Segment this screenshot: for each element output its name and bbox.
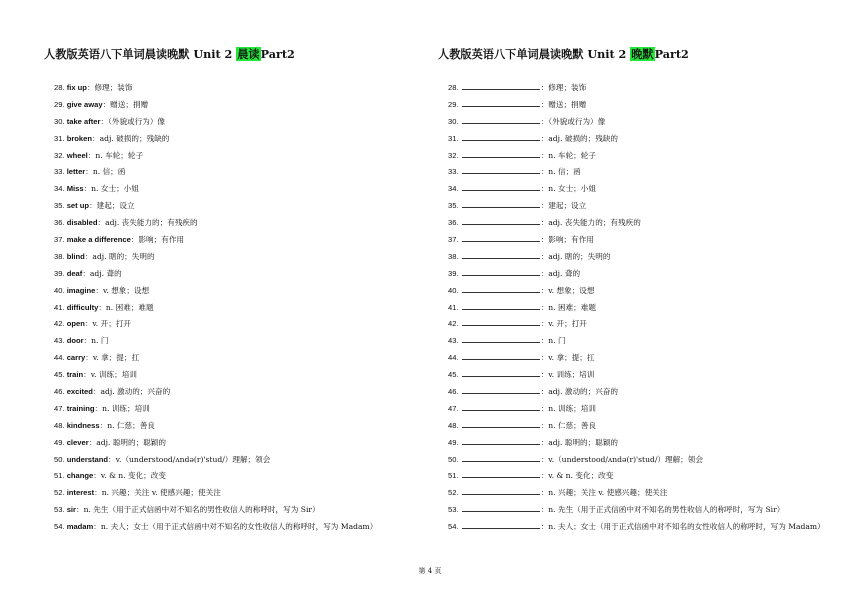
item-number: 41.: [54, 302, 65, 312]
item-word: clever: [66, 437, 89, 447]
dictation-title: [438, 46, 689, 62]
dictation-word-list: [448, 80, 838, 536]
list-item: [448, 148, 838, 165]
item-word: set up: [66, 201, 90, 211]
list-item: [448, 401, 838, 418]
item-number: 35.: [54, 201, 65, 211]
list-item: [54, 198, 444, 215]
item-meaning: ：n. 兴趣；关注 v. 使感兴趣；使关注: [94, 488, 221, 498]
item-meaning: ：adj. 瞎的；失明的: [540, 251, 611, 261]
item-meaning: ：（外貌或行为）像: [100, 116, 166, 126]
title-suffix: Part2: [260, 47, 295, 61]
item-meaning: ：adj. 聪明的；聪颖的: [540, 437, 619, 447]
answer-blank[interactable]: [462, 520, 540, 529]
item-meaning: ：adj. 聋的: [82, 268, 122, 278]
list-item: [448, 198, 838, 215]
item-number: 38.: [54, 251, 65, 261]
answer-blank[interactable]: [462, 503, 540, 512]
item-word: blind: [66, 251, 85, 261]
item-word: difficulty: [66, 302, 99, 312]
item-number: 37.: [448, 235, 459, 245]
item-word: kindness: [66, 420, 100, 430]
item-number: 41.: [448, 302, 459, 312]
list-item: [54, 468, 444, 485]
item-meaning: ：赠送；捐赠: [102, 99, 149, 109]
answer-blank[interactable]: [462, 351, 540, 360]
item-number: 49.: [54, 437, 65, 447]
answer-blank[interactable]: [462, 368, 540, 377]
item-word: letter: [66, 167, 86, 177]
list-item: [448, 333, 838, 350]
item-number: 50.: [448, 454, 459, 464]
list-item: [448, 283, 838, 300]
answer-blank[interactable]: [462, 199, 540, 208]
item-number: 38.: [448, 251, 459, 261]
item-meaning: ：v. 开；打开: [84, 319, 132, 329]
item-meaning: ：n. 仁慈；善良: [99, 420, 155, 430]
answer-blank[interactable]: [462, 317, 540, 326]
item-number: 46.: [448, 387, 459, 397]
item-number: 54.: [448, 522, 459, 532]
list-item: [448, 266, 838, 283]
item-number: 28.: [448, 83, 459, 92]
list-item: [448, 384, 838, 401]
answer-blank[interactable]: [462, 301, 540, 310]
item-meaning: ：n. 困难；难题: [98, 302, 154, 312]
item-word: training: [66, 403, 95, 413]
list-item: [54, 80, 444, 97]
list-item: [54, 435, 444, 452]
item-word: fix up: [66, 83, 87, 92]
item-number: 42.: [54, 319, 65, 329]
item-number: 31.: [54, 133, 65, 143]
item-meaning: ：adj. 聋的: [540, 268, 581, 278]
item-word: excited: [66, 387, 93, 397]
item-number: 28.: [54, 83, 65, 92]
list-item: [448, 350, 838, 367]
list-item: [54, 97, 444, 114]
item-meaning: ：n. 夫人；女士（用于正式信函中对不知名的女性收信人的称呼时，写为 Madam）: [540, 522, 825, 532]
item-meaning: ：adj. 破损的；残缺的: [92, 133, 170, 143]
item-number: 51.: [54, 471, 65, 481]
item-number: 34.: [448, 184, 459, 194]
item-word: madam: [66, 522, 94, 532]
list-item: [54, 164, 444, 181]
list-item: [448, 131, 838, 148]
answer-blank[interactable]: [462, 81, 540, 90]
answer-blank[interactable]: [462, 250, 540, 259]
item-number: 30.: [448, 116, 459, 126]
item-word: carry: [66, 353, 86, 363]
item-meaning: ：n. 门: [83, 336, 109, 346]
answer-blank[interactable]: [462, 267, 540, 276]
item-word: disabled: [66, 218, 98, 228]
item-word: open: [66, 319, 85, 329]
list-item: [54, 114, 444, 131]
item-word: interest: [66, 488, 95, 498]
item-meaning: ：n. 训练；培训: [540, 403, 596, 413]
list-item: [54, 300, 444, 317]
answer-blank[interactable]: [462, 419, 540, 428]
answer-blank[interactable]: [462, 216, 540, 225]
item-meaning: ：n. 车轮；轮子: [540, 150, 596, 160]
item-meaning: ：v. & n. 变化；改变: [93, 471, 166, 481]
list-item: [54, 418, 444, 435]
item-meaning: ：adj. 丧失能力的；有残疾的: [540, 218, 641, 228]
title-prefix: 人教版英语八下单词晨读晚默 Unit 2: [44, 47, 237, 61]
list-item: [448, 316, 838, 333]
item-number: 39.: [448, 268, 459, 278]
item-number: 47.: [448, 403, 459, 413]
list-item: [54, 148, 444, 165]
item-meaning: ：赠送；捐赠: [540, 99, 587, 109]
reading-word-list: [54, 80, 444, 536]
item-meaning: ：v. 拿；提；扛: [540, 353, 595, 363]
item-meaning: ：影响；有作用: [130, 235, 185, 245]
item-meaning: ：n. 车轮；轮子: [87, 150, 144, 160]
list-item: [448, 519, 838, 536]
answer-blank[interactable]: [462, 284, 540, 293]
item-meaning: ：adj. 激动的；兴奋的: [540, 387, 619, 397]
item-meaning: ：n. 女士；小姐: [83, 184, 139, 194]
item-word: deaf: [66, 268, 83, 278]
list-item: [448, 367, 838, 384]
item-word: sir: [66, 505, 76, 515]
item-number: 44.: [448, 353, 459, 363]
item-meaning: ：n. 仁慈；善良: [540, 420, 596, 430]
list-item: [54, 367, 444, 384]
answer-blank[interactable]: [462, 486, 540, 495]
item-meaning: ：修理；装饰: [86, 83, 133, 92]
item-number: 43.: [54, 336, 65, 346]
item-meaning: ：n. 门: [540, 336, 566, 346]
item-number: 42.: [448, 319, 459, 329]
item-meaning: ：v. & n. 变化；改变: [540, 471, 614, 481]
item-word: change: [66, 471, 94, 481]
answer-blank[interactable]: [462, 469, 540, 478]
item-number: 39.: [54, 268, 65, 278]
title-highlight: 晚默: [631, 47, 654, 61]
list-item: [54, 283, 444, 300]
list-item: [448, 300, 838, 317]
item-number: 34.: [54, 184, 65, 194]
list-item: [448, 502, 838, 519]
answer-blank[interactable]: [462, 385, 540, 394]
list-item: [54, 215, 444, 232]
item-meaning: ：n. 训练；培训: [94, 403, 150, 413]
item-number: 47.: [54, 403, 65, 413]
item-meaning: ：adj. 瞎的；失明的: [84, 251, 155, 261]
item-number: 52.: [54, 488, 65, 498]
item-number: 50.: [54, 454, 65, 464]
list-item: [54, 181, 444, 198]
item-meaning: ：v. 想象；设想: [95, 285, 150, 295]
list-item: [448, 97, 838, 114]
item-number: 45.: [54, 370, 65, 380]
answer-blank[interactable]: [462, 115, 540, 124]
list-item: [54, 485, 444, 502]
item-meaning: ：n. 先生（用于正式信函中对不知名的男性收信人的称呼时，写为 Sir）: [75, 505, 320, 515]
item-number: 33.: [54, 167, 65, 177]
answer-blank[interactable]: [462, 98, 540, 107]
item-meaning: ：修理；装饰: [540, 83, 587, 92]
list-item: [54, 452, 444, 469]
item-word: give away: [66, 99, 103, 109]
list-item: [448, 164, 838, 181]
item-number: 48.: [54, 420, 65, 430]
answer-blank[interactable]: [462, 402, 540, 411]
answer-blank[interactable]: [462, 233, 540, 242]
item-meaning: ：adj. 破损的；残缺的: [540, 133, 619, 143]
item-number: 36.: [448, 218, 459, 228]
list-item: [448, 181, 838, 198]
item-meaning: ：n. 女士；小姐: [540, 184, 596, 194]
list-item: [448, 452, 838, 469]
list-item: [54, 519, 444, 536]
item-number: 37.: [54, 235, 65, 245]
list-item: [54, 384, 444, 401]
item-meaning: ：n. 夫人；女士（用于正式信函中对不知名的女性收信人的称呼时，写为 Madam）: [93, 522, 378, 532]
list-item: [448, 435, 838, 452]
item-meaning: ：n. 先生（用于正式信函中对不知名的男性收信人的称呼时，写为 Sir）: [540, 505, 785, 515]
item-meaning: ：n. 兴趣；关注 v. 使感兴趣；使关注: [540, 488, 668, 498]
item-meaning: ：v. 开；打开: [540, 319, 587, 329]
title-suffix: Part2: [654, 47, 689, 61]
item-word: wheel: [66, 150, 88, 160]
list-item: [54, 266, 444, 283]
list-item: [54, 131, 444, 148]
item-number: 45.: [448, 370, 459, 380]
item-word: make a difference: [66, 235, 131, 245]
item-number: 36.: [54, 218, 65, 228]
answer-blank[interactable]: [462, 149, 540, 158]
item-word: Miss: [66, 184, 84, 194]
list-item: [54, 502, 444, 519]
item-number: 29.: [54, 99, 65, 109]
item-meaning: ：影响；有作用: [540, 235, 594, 245]
list-item: [448, 485, 838, 502]
item-meaning: ：n. 信；函: [540, 167, 581, 177]
item-number: 40.: [448, 285, 459, 295]
item-number: 29.: [448, 99, 459, 109]
list-item: [448, 232, 838, 249]
item-number: 40.: [54, 285, 65, 295]
item-number: 33.: [448, 167, 459, 177]
list-item: [54, 232, 444, 249]
item-word: train: [66, 370, 84, 380]
answer-blank[interactable]: [462, 436, 540, 445]
answer-blank[interactable]: [462, 182, 540, 191]
item-meaning: ：建起；设立: [89, 201, 135, 211]
item-word: door: [66, 336, 84, 346]
list-item: [448, 114, 838, 131]
item-meaning: ：v. 想象；设想: [540, 285, 595, 295]
item-meaning: ：v. 拿；提；扛: [85, 353, 140, 363]
list-item: [54, 249, 444, 266]
item-number: 43.: [448, 336, 459, 346]
title-prefix: 人教版英语八下单词晨读晚默 Unit 2: [438, 47, 631, 61]
answer-blank[interactable]: [462, 165, 540, 174]
item-number: 52.: [448, 488, 459, 498]
item-meaning: ：adj. 聪明的；聪颖的: [88, 437, 166, 447]
list-item: [448, 468, 838, 485]
answer-blank[interactable]: [462, 132, 540, 141]
item-number: 30.: [54, 116, 65, 126]
list-item: [448, 418, 838, 435]
title-highlight: 晨读: [237, 47, 260, 61]
item-meaning: ：v. 训练；培训: [540, 370, 595, 380]
item-word: take after: [66, 116, 101, 126]
item-meaning: ：（外貌或行为）像: [540, 116, 606, 126]
item-meaning: ：v. 训练；培训: [83, 370, 137, 380]
list-item: [54, 316, 444, 333]
item-word: broken: [66, 133, 93, 143]
list-item: [448, 80, 838, 97]
item-number: 48.: [448, 420, 459, 430]
item-number: 46.: [54, 387, 65, 397]
item-word: understand: [66, 454, 109, 464]
item-number: 32.: [54, 150, 65, 160]
list-item: [448, 215, 838, 232]
answer-blank[interactable]: [462, 453, 540, 462]
item-meaning: ：n. 信；函: [85, 167, 126, 177]
page-number: 第 4 页: [418, 567, 442, 575]
item-number: 49.: [448, 437, 459, 447]
answer-blank[interactable]: [462, 334, 540, 343]
item-meaning: ：n. 困难；难题: [540, 302, 596, 312]
list-item: [54, 350, 444, 367]
list-item: [54, 401, 444, 418]
item-number: 31.: [448, 133, 459, 143]
item-word: imagine: [66, 285, 96, 295]
item-number: 53.: [448, 505, 459, 515]
item-number: 51.: [448, 471, 459, 481]
item-number: 53.: [54, 505, 65, 515]
list-item: [54, 333, 444, 350]
item-meaning: ：建起；设立: [540, 201, 587, 211]
item-number: 54.: [54, 522, 65, 532]
reading-title: [44, 46, 295, 62]
item-meaning: ：adj. 激动的；兴奋的: [92, 387, 171, 397]
item-number: 35.: [448, 201, 459, 211]
item-number: 44.: [54, 353, 65, 363]
item-number: 32.: [448, 150, 459, 160]
item-meaning: ：v.（understood/ʌndə(r)'stud/）理解；领会: [540, 454, 703, 464]
list-item: [448, 249, 838, 266]
item-meaning: ：adj. 丧失能力的；有残疾的: [97, 218, 198, 228]
item-meaning: ：v.（understood/ʌndə(r)'stud/）理解；领会: [108, 454, 271, 464]
